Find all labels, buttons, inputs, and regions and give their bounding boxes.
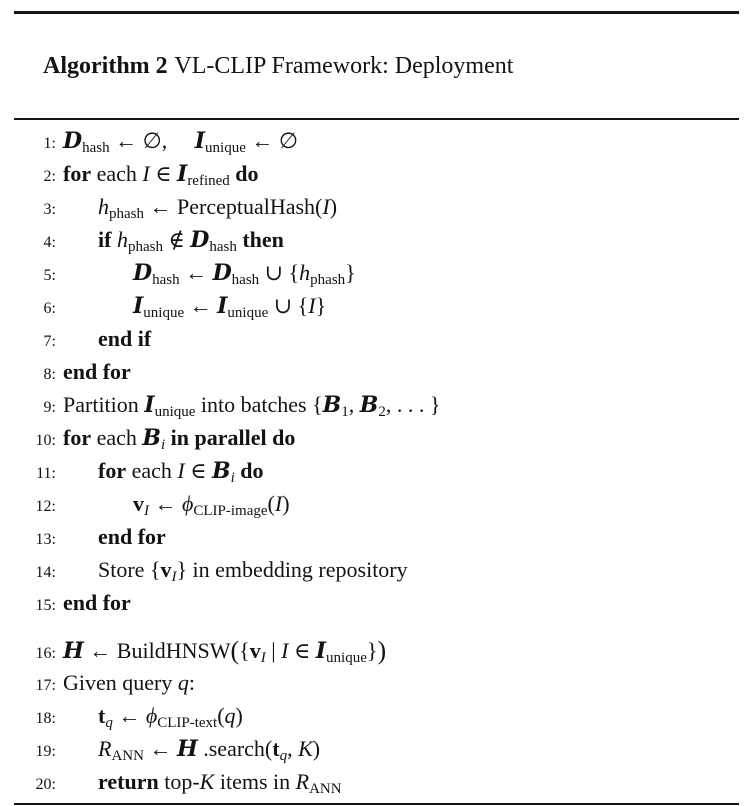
seg: refined xyxy=(187,173,230,189)
seg: CLIP-text xyxy=(157,715,218,731)
algo-line xyxy=(0,190,755,223)
seg: 1 xyxy=(341,404,349,420)
seg: hash xyxy=(152,272,180,288)
seg: I xyxy=(217,293,228,319)
seg: I xyxy=(315,638,327,664)
seg: ← ∅ xyxy=(245,128,299,153)
seg: ) xyxy=(282,491,290,516)
seg: each xyxy=(91,425,143,450)
seg: | xyxy=(265,638,282,663)
seg: B xyxy=(212,458,231,484)
seg: K xyxy=(298,736,313,761)
algo-line xyxy=(0,223,755,256)
seg: I xyxy=(177,458,185,483)
seg: I xyxy=(274,491,283,516)
line-number: 15: xyxy=(35,597,56,614)
seg: D xyxy=(190,227,210,253)
seg: D xyxy=(133,260,153,286)
seg: phash xyxy=(109,206,144,222)
line-number: 2: xyxy=(43,168,56,185)
seg: hash xyxy=(209,239,237,255)
algo-line xyxy=(0,388,755,421)
seg: ← ∅, xyxy=(109,128,195,153)
seg: ) xyxy=(312,736,321,761)
algo-line xyxy=(0,355,755,388)
line-number: 4: xyxy=(43,234,56,251)
seg: unique xyxy=(205,140,246,156)
seg: ϕ xyxy=(182,491,194,516)
seg: Partition xyxy=(63,392,145,417)
seg: I xyxy=(260,650,266,666)
seg: ANN xyxy=(111,748,144,764)
seg: top- xyxy=(158,769,200,794)
algorithm-title: VL-CLIP Framework: Deployment xyxy=(174,53,514,79)
seg: phash xyxy=(310,272,346,288)
seg: I xyxy=(144,503,149,519)
line-number: 12: xyxy=(35,498,56,515)
seg: ( xyxy=(267,491,275,516)
line-content xyxy=(98,553,408,594)
seg: do xyxy=(235,161,259,186)
seg: K xyxy=(199,769,215,794)
seg: then xyxy=(242,227,284,252)
seg: ( xyxy=(217,703,225,728)
line-content xyxy=(98,520,166,553)
line-number: 6: xyxy=(43,300,56,317)
seg: each xyxy=(126,458,178,483)
algo-line xyxy=(0,454,755,487)
seg: ) xyxy=(377,636,387,665)
seg: : xyxy=(188,670,195,695)
seg: items in xyxy=(214,769,296,794)
seg: ∈ xyxy=(288,638,316,663)
seg: ϕ xyxy=(145,703,158,728)
seg: { xyxy=(239,638,250,663)
line-number: 8: xyxy=(43,366,56,383)
algorithm-body xyxy=(0,124,755,798)
seg: ← xyxy=(143,736,177,761)
line-number: 7: xyxy=(43,333,56,350)
seg: hash xyxy=(82,140,110,156)
seg: v xyxy=(249,638,261,663)
seg: B xyxy=(359,392,379,418)
line-number: 14: xyxy=(35,564,56,581)
algo-line xyxy=(0,520,755,553)
algo-line xyxy=(0,765,755,798)
line-number: 5: xyxy=(43,267,56,284)
algo-line xyxy=(0,732,755,765)
seg: ANN xyxy=(309,781,342,797)
seg: h xyxy=(299,260,311,285)
seg: ∪ { xyxy=(268,293,309,318)
algo-line xyxy=(0,699,755,732)
seg: I xyxy=(281,638,289,663)
seg: end for xyxy=(63,590,131,615)
seg: for xyxy=(63,425,92,450)
algo-line xyxy=(0,633,755,666)
seg: ∉ xyxy=(162,227,191,252)
line-number: 1: xyxy=(43,135,56,152)
seg: if xyxy=(98,227,117,252)
seg: for xyxy=(98,458,127,483)
line-number: 11: xyxy=(36,465,56,482)
seg: R xyxy=(295,769,310,794)
seg: .search( xyxy=(197,736,273,761)
seg: t xyxy=(98,703,106,728)
seg: I xyxy=(171,569,177,585)
line-number: 17: xyxy=(35,677,56,694)
algorithm-title-row xyxy=(19,17,739,116)
seg: I xyxy=(144,392,155,418)
seg: h xyxy=(98,194,109,219)
seg: ← BuildHNSW xyxy=(83,638,231,663)
seg: Store { xyxy=(98,557,161,582)
seg: q xyxy=(279,748,288,764)
seg: ← xyxy=(149,491,182,516)
seg: i xyxy=(230,470,235,486)
seg: ∈ xyxy=(149,161,178,186)
seg: return xyxy=(98,769,159,794)
seg: D xyxy=(63,128,83,154)
seg: I xyxy=(308,293,316,318)
algorithm-label: Algorithm 2 xyxy=(43,53,168,79)
algorithm-card xyxy=(0,11,755,805)
seg: } in embedding repository xyxy=(176,557,408,582)
algo-line xyxy=(0,124,755,157)
seg: 2 xyxy=(378,404,386,420)
seg: in parallel do xyxy=(170,425,296,450)
seg: D xyxy=(212,260,232,286)
line-content xyxy=(63,355,131,388)
seg: CLIP-image xyxy=(193,503,268,519)
seg: unique xyxy=(227,305,269,321)
line-number: 9: xyxy=(43,399,56,416)
line-number: 19: xyxy=(35,743,56,760)
seg: , xyxy=(348,392,360,417)
seg: ← xyxy=(179,260,213,285)
seg: end for xyxy=(63,359,131,384)
line-content xyxy=(98,322,151,355)
seg: , xyxy=(287,736,299,761)
seg: I xyxy=(322,194,330,219)
seg: H xyxy=(63,638,84,664)
line-number: 18: xyxy=(35,710,56,727)
seg: R xyxy=(98,736,112,761)
seg: I xyxy=(194,128,206,154)
algo-line xyxy=(0,157,755,190)
seg: hash xyxy=(231,272,260,288)
seg: ( xyxy=(230,636,240,665)
seg: ) xyxy=(235,703,243,728)
seg: h xyxy=(116,227,128,252)
seg: } xyxy=(345,260,356,285)
algo-line xyxy=(0,289,755,322)
seg: end if xyxy=(98,326,152,351)
seg: q xyxy=(177,670,189,695)
line-content xyxy=(98,765,342,806)
seg: ∈ xyxy=(184,458,213,483)
algo-line xyxy=(0,322,755,355)
seg: i xyxy=(161,437,166,453)
title-separator-rule xyxy=(14,118,739,120)
seg: ∪ { xyxy=(259,260,300,285)
seg: do xyxy=(240,458,264,483)
line-content xyxy=(63,666,195,699)
seg: I xyxy=(177,161,188,187)
seg: v xyxy=(160,557,172,582)
seg: , . . . } xyxy=(385,392,441,417)
top-rule xyxy=(14,11,739,14)
seg: Given query xyxy=(63,670,178,695)
line-content xyxy=(133,289,326,330)
seg: ) xyxy=(329,194,338,219)
seg: ← xyxy=(112,703,146,728)
seg: q xyxy=(105,715,113,731)
seg: unique xyxy=(154,404,196,420)
line-number: 16: xyxy=(35,645,56,662)
seg: } xyxy=(315,293,327,318)
seg: ← xyxy=(184,293,218,318)
seg: t xyxy=(272,736,280,761)
seg: I xyxy=(133,293,144,319)
seg: H xyxy=(176,736,198,762)
line-number: 20: xyxy=(35,776,56,793)
seg: q xyxy=(224,703,236,728)
seg: unique xyxy=(326,650,367,666)
seg: unique xyxy=(143,305,185,321)
algo-line xyxy=(0,553,755,586)
seg: ← PerceptualHash( xyxy=(144,194,323,219)
seg: } xyxy=(366,638,378,663)
line-number: 13: xyxy=(35,531,56,548)
seg: v xyxy=(133,491,144,516)
seg: into batches { xyxy=(195,392,323,417)
line-number: 3: xyxy=(43,201,56,218)
seg: B xyxy=(322,392,342,418)
line-content xyxy=(63,586,131,619)
seg: phash xyxy=(127,239,163,255)
seg: B xyxy=(142,425,161,451)
line-number: 10: xyxy=(35,432,56,449)
seg: for xyxy=(63,161,92,186)
seg: each xyxy=(91,161,143,186)
seg: I xyxy=(142,161,150,186)
seg: end for xyxy=(98,524,166,549)
